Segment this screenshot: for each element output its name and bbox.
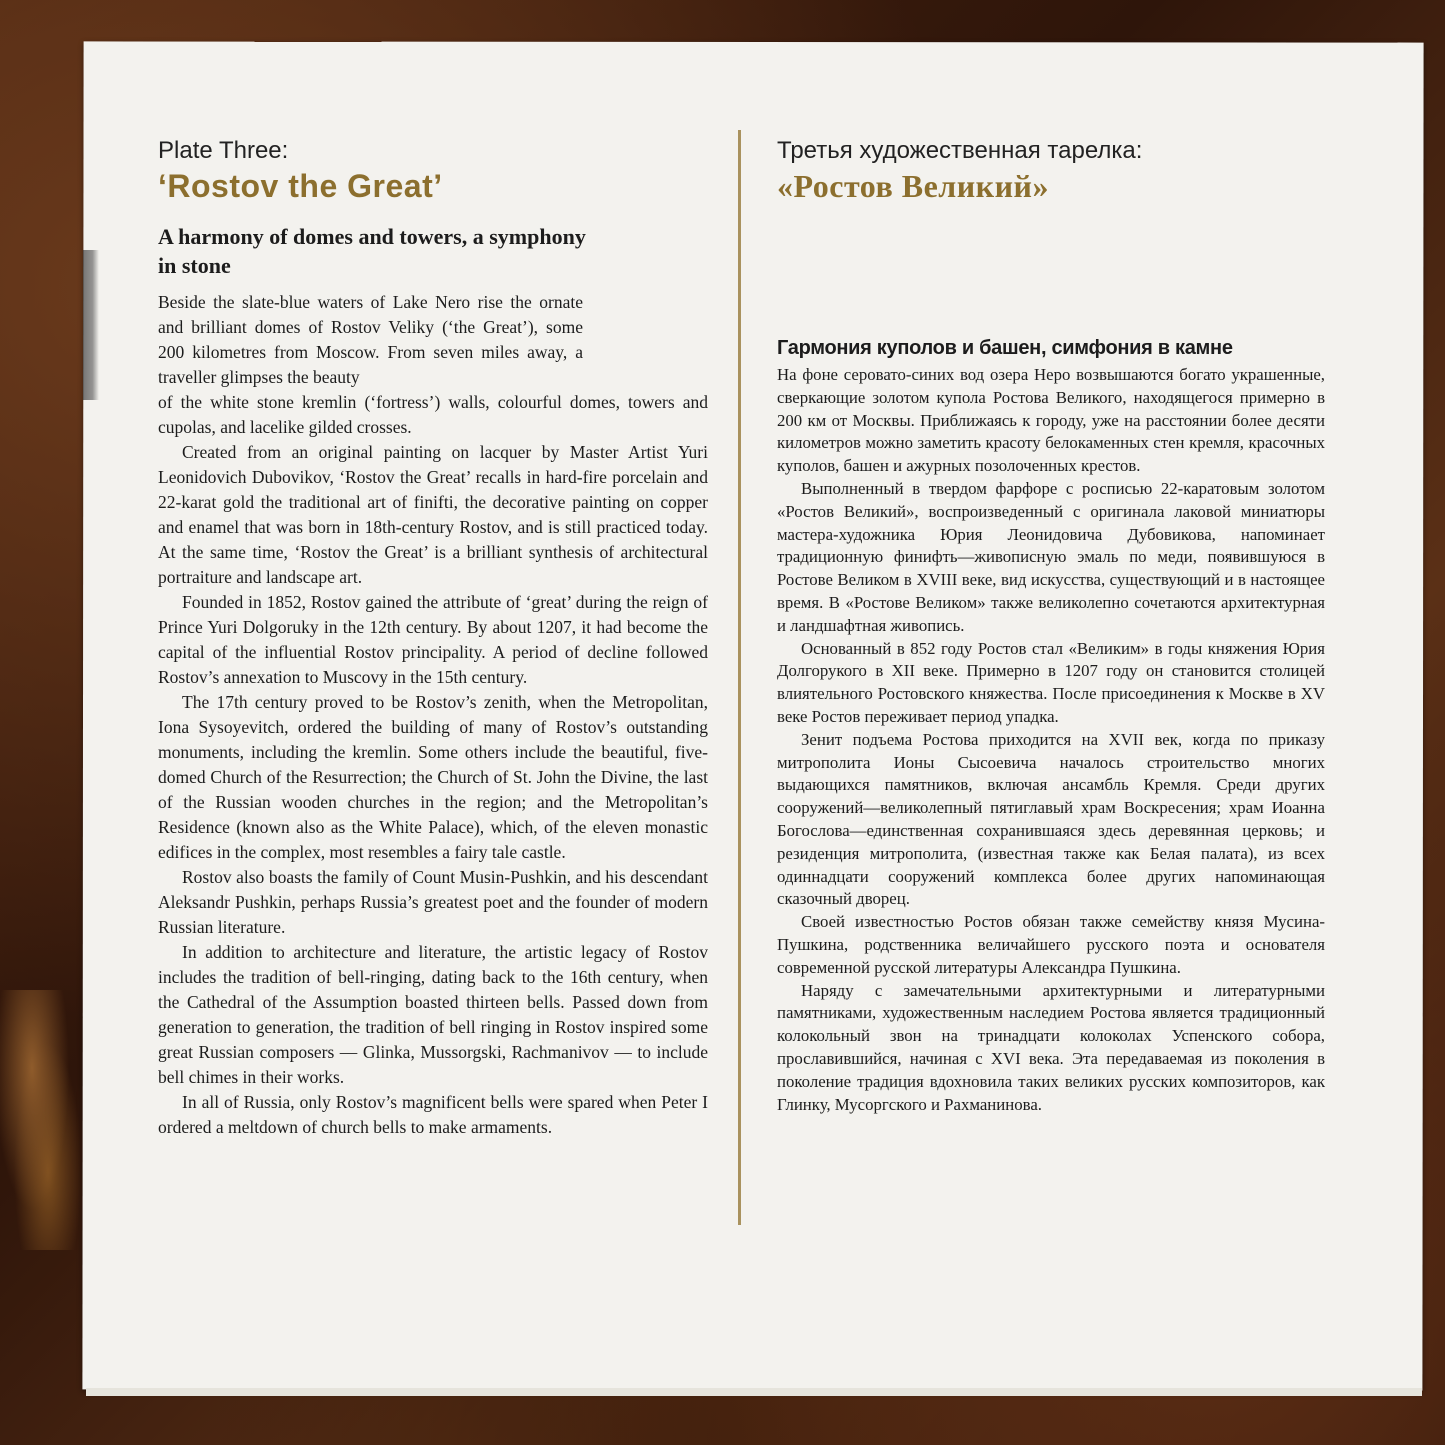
blank-space <box>777 206 1325 334</box>
paragraph-ru: Выполненный в твердом фарфоре с росписью 22-каратовым золотом «Ростов Великий», воспроизведенный с оригинала лаковой миниатюры мастера-художника Юрия Леонидовича Дубовикова, напоминает традиционную финифть—живописную эмаль по меди, появившуюся в Ростове Великом в XVIII веке, вид искусства, существующий и в настоящее время. В «Ростове Великом» также великолепно сочетаются архитектурная и ландшафтная живопись. <box>777 478 1325 635</box>
paragraph-en: The 17th century proved to be Rostov’s zenith, when the Metropolitan, Iona Sysoyevitch, ordered the building of many of Rostov’s outstanding monuments, including the kremlin. Some others include the beautiful, five-domed Church of the Resurrection; the Church of St. John the Divine, the last of the Russian wooden churches in the region; and the Metropolitan’s Residence (known also as the White Palace), which, of the eleven monastic edifices in the complex, most resembles a fairy tale castle. <box>158 692 708 862</box>
paragraph-ru: Основанный в 852 году Ростов стал «Великим» в годы княжения Юрия Долгорукого в XII веке. Примерно в 1207 году он становится столицей влиятельного Ростовского княжества. После присоединения к Москве в XV веке Ростов переживает период упадка. <box>777 638 1325 726</box>
paragraph-ru: Наряду с замечательными архитектурными и литературными памятниками, художественным наследием Ростова является традиционный колокольный звон на тринадцати колоколах Успенского собора, прославившийся, начиная с XVI века. Эта передаваемая из поколения в поколение традиция вдохновила таких великих русских композиторов, как Глинку, Мусоргского и Рахманинова. <box>777 980 1325 1114</box>
plate-title-en: ‘Rostov the Great’ <box>158 168 443 204</box>
paragraph-en: In all of Russia, only Rostov’s magnificent bells were spared when Peter I ordered a meltdown of church bells to make armaments. <box>158 1092 708 1137</box>
paragraph-en: Created from an original painting on lacquer by Master Artist Yuri Leonidovich Dubovikov, ‘Rostov the Great’ recalls in hard-fire porcelain and 22-karat gold the traditional art of finifti, the decorative painting on copper and enamel that was born in 18th-century Rostov, and is still practiced today. At the same time, ‘Rostov the Great’ is a brilliant synthesis of architectural portraiture and landscape art. <box>158 442 708 587</box>
russian-column <box>777 136 1325 1116</box>
paragraph-en: Rostov also boasts the family of Count Musin-Pushkin, and his descendant Aleksandr Pushkin, perhaps Russia’s greatest poet and the founder of modern Russian literature. <box>158 867 708 937</box>
plate-label-en: Plate Three: <box>158 137 289 164</box>
paragraph-en: Founded in 1852, Rostov gained the attribute of ‘great’ during the reign of Prince Yuri Dolgoruky in the 12th century. By about 1207, it had become the capital of the influential Rostov principality. A period of decline followed Rostov’s annexation to Muscovy in the 15th century. <box>158 592 708 687</box>
paragraph-en: In addition to architecture and literature, the artistic legacy of Rostov includes the tradition of bell-ringing, dating back to the 16th century, when the Cathedral of the Assumption boasted thirteen bells. Passed down from generation to generation, the tradition of bell ringing in Rostov inspired some great Russian composers — Glinka, Mussorgski, Rachmanivov — to include bell chimes in their works. <box>158 942 708 1087</box>
subheading-ru: Гармония куполов и башен, симфония в камне <box>777 337 1233 359</box>
subheading-en: A harmony of domes and towers, a symphony in stone <box>158 224 586 278</box>
paragraph-ru: Своей известностью Ростов обязан также семейству князя Мусина-Пушкина, родственника величайшего русского поэта и основателя современной русской литературы Александра Пушкина. <box>777 912 1325 977</box>
paragraph-ru: На фоне серовато-синих вод озера Неро возвышаются богато украшенные, сверкающие золотом купола Ростова Великого, находящегося примерно в 200 км от Москвы. Приближаясь к городу, уже на расстоянии более десяти километров можно заметить красоту белокаменных стен кремля, красочных куполов, башен и ажурных позолоченных крестов. <box>777 365 1325 476</box>
english-column <box>158 136 708 1140</box>
paragraph-en: Beside the slate-blue waters of Lake Nero rise the ornate and brilliant domes of Rostov Veliky (‘the Great’), some 200 kilometres from Moscow. From seven miles away, a traveller glimpses the beauty <box>158 292 583 387</box>
page-spine-shadow <box>83 250 99 400</box>
column-divider <box>738 130 741 1225</box>
paragraph-en: of the white stone kremlin (‘fortress’) walls, colourful domes, towers and cupolas, and lacelike gilded crosses. <box>158 392 708 437</box>
paragraph-ru: Зенит подъема Ростова приходится на XVII век, когда по приказу митрополита Ионы Сысоевича началось строительство многих выдающихся памятников, включая ансамбль Кремля. Среди других сооружений—великолепный пятиглавый храм Воскресения; храм Иоанна Богослова—единственная сохранившаяся здесь деревянная церковь; и резиденция митрополита, (известная также как Белая палата), из всех одиннадцати сооружений комплекса более других напоминающая сказочный дворец. <box>777 729 1325 909</box>
plate-label-ru: Третья художественная тарелка: <box>777 137 1143 164</box>
paper-edge <box>86 1388 1422 1396</box>
wood-tabletop-inlay <box>0 990 80 1250</box>
plate-title-ru: «Ростов Великий» <box>777 168 1049 204</box>
